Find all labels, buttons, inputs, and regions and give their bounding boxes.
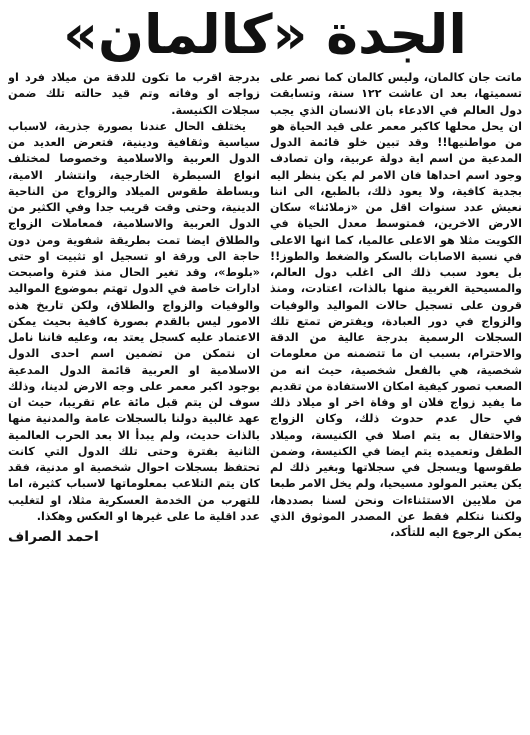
article-column-left — [8, 70, 260, 727]
author-byline: احمد الصراف — [8, 529, 99, 545]
paragraph: يختلف الحال عندنا بصورة جذرية، لاسباب سياسية وثقافية ودينية، فتعرض العديد من الدول العربية والاسلامية وخصوصا لمختلف انواع السيطرة الخارجية، وانتشار الامية، وبساطة طقوس الميلاد والزواج من الناحية الدينية، وحتى وقت قريب جدا وفي الكثير من الدول العربية والاسلامية، فمعاملات الزواج والطلاق ايضا تمت بطريقة شفوية ومن دون حاجة الى ورقة او تسجيل او تثبيت او حتى «بلوط»، وقد تغير الحال منذ فترة واصبحت ادارات خاصة في الدول تهتم بموضوع المواليد والوفيات والزواج والطلاق، ولكن تاريخ هذه الامور ليس بالقدم بصورة كافية بحيث يمكن الاعتماد عليه كسجل يعتد به، وعليه فاننا نامل ان نتمكن من تضمين اسم احدى الدول الاسلامية او العربية قائمة الدول المدعية بوجود اكبر معمر على وجه الارض لدينا، وذلك سوف لن يتم قبل مائة عام تقريبا، حيث ان عهد غالبية دولنا بالسجلات عامة والمدنية منها بالذات حديث، ولم يبدأ الا بعد الحرب العالمية الثانية بفترة وحتى تلك الدول التي كانت تحتفظ بسجلات احوال شخصية او مدنية، فقد كان يتم التلاعب بمعلوماتها لاسباب كثيرة، اما للتهرب من الخدمة العسكرية مثلا، او لتغليب عدد اقلية ما على غيرها او العكس وهكذا. — [8, 119, 260, 523]
article-body — [8, 70, 522, 727]
article-column-right — [270, 70, 522, 727]
article-headline: الجدة «كالمان» — [63, 2, 467, 66]
paragraph: ماتت جان كالمان، وليس كالمان كما نصر على تسميتها، بعد ان عاشت ١٢٢ سنة، وتسابقت دول العالم في الادعاء بان الانسان الذي يجب ان يحل محلها كاكبر معمر على قيد الحياة هو من مواطنيها!! وقد تبين خلو قائمة الدول المدعية من اسم اية دولة عربية، وان تصادف وجود اسم احداها فان الامر لم يكن ينظر اليه بجدية كافية، ولا يعود ذلك، بالطبع، الى اننا نعيش عدد سنوات اقل من «زملائنا» سكان الارض الاخرين، فمتوسط معدل الحياة في الكويت مثلا هو الاعلى عالميا، كما انها الاعلى في نسبة الاصابات بالسكر والضغط والطوز!! بل يعود سبب ذلك الى اغلب دول العالم، والمسيحية الغربية منها بالذات، اعتادت، ومنذ قرون على تسجيل حالات المواليد والوفيات والزواج في دور العبادة، ويفترض تمتع تلك السجلات الرسمية بدرجة عالية من الدقة والاحترام، بسبب ان ما تتضمنه من معلومات شخصية، هي بالفعل شخصية، حيث انه من الصعب تصور كيفية امكان الاستفادة من تقديم ما يفيد زواج فلان او وفاة اخر او ميلاد ذلك في حال عدم حدوث ذلك، وكان الزواج والاحتفال به يتم اصلا في الكنيسة، وميلاد الطفل وتعميده يتم ايضا في الكنيسة، وضمن طقوسها ويسجل في سجلاتها وبغير ذلك لم يكن يعتبر المولود مسيحيا، ولم يخل الامر طبعا من ملايين الاستثناءات ونحن لسنا بصددها، ولكننا نتكلم فقط عن المصدر الموثوق الذي يمكن الرجوع اليه للتأكد، — [270, 71, 522, 539]
paragraph: بدرجة اقرب ما تكون للدقة من ميلاد فرد او زواجه او وفاته وتم قيد حالته تلك ضمن سجلات الكنيسة. — [8, 71, 260, 117]
